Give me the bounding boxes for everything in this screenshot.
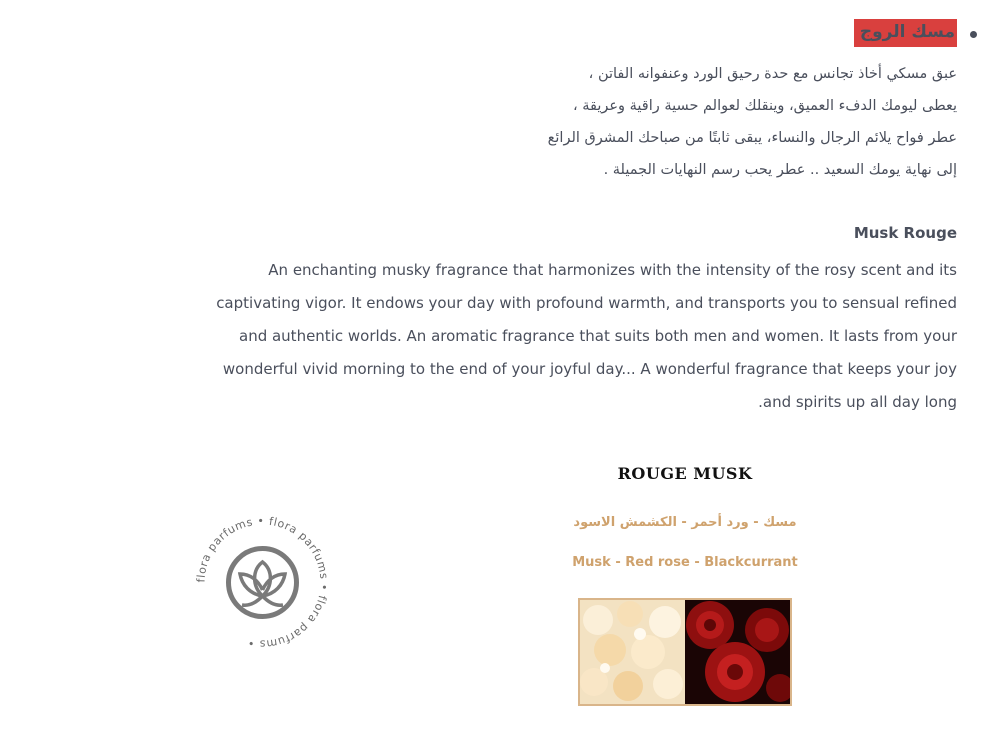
musk-crystals-image [580, 600, 685, 704]
logo-ring-text: flora parfums • flora parfums • flora parfums • [194, 514, 331, 651]
arabic-line: عبق مسكي أخاذ تجانس مع حدة رحيق الورد وعنفوانه الفاتن ، [588, 66, 957, 82]
arabic-product-title: مسك الروج [854, 19, 957, 47]
list-bullet [970, 31, 977, 38]
english-product-title: Musk Rouge [853, 224, 957, 242]
svg-text:flora parfums • flora parfums [194, 514, 330, 650]
red-rose-image [685, 600, 790, 704]
english-line: .and spirits up all day long [758, 393, 957, 411]
card-notes-arabic: مسك - ورد أحمر - الكشمش الاسود [573, 515, 797, 530]
english-line: captivating vigor. It endows your day with profound warmth, and transports you to sensual refined [216, 294, 957, 312]
card-notes-english: Musk - Red rose - Blackcurrant [572, 555, 798, 570]
arabic-description [357, 58, 957, 186]
english-description [127, 254, 957, 419]
arabic-line: عطر فواح يلائم الرجال والنساء، يبقى ثابتًا من صباحك المشرق الرائع [547, 130, 957, 146]
card-product-name: ROUGE MUSK [617, 464, 753, 483]
arabic-line: إلى نهاية يومك السعيد .. عطر يحب رسم النهايات الجميلة . [603, 162, 957, 178]
english-line: and authentic worlds. An aromatic fragrance that suits both men and women. It lasts from your [239, 327, 957, 345]
english-line: An enchanting musky fragrance that harmonizes with the intensity of the rosy scent and its [268, 261, 957, 279]
ingredients-photo [578, 598, 792, 706]
english-line: wonderful vivid morning to the end of your joyful day... A wonderful fragrance that keeps your joy [222, 360, 957, 378]
flora-parfums-logo-icon [190, 510, 335, 655]
arabic-line: يعطى ليومك الدفء العميق، وينقلك لعوالم حسية راقية وعريقة ، [572, 98, 957, 114]
